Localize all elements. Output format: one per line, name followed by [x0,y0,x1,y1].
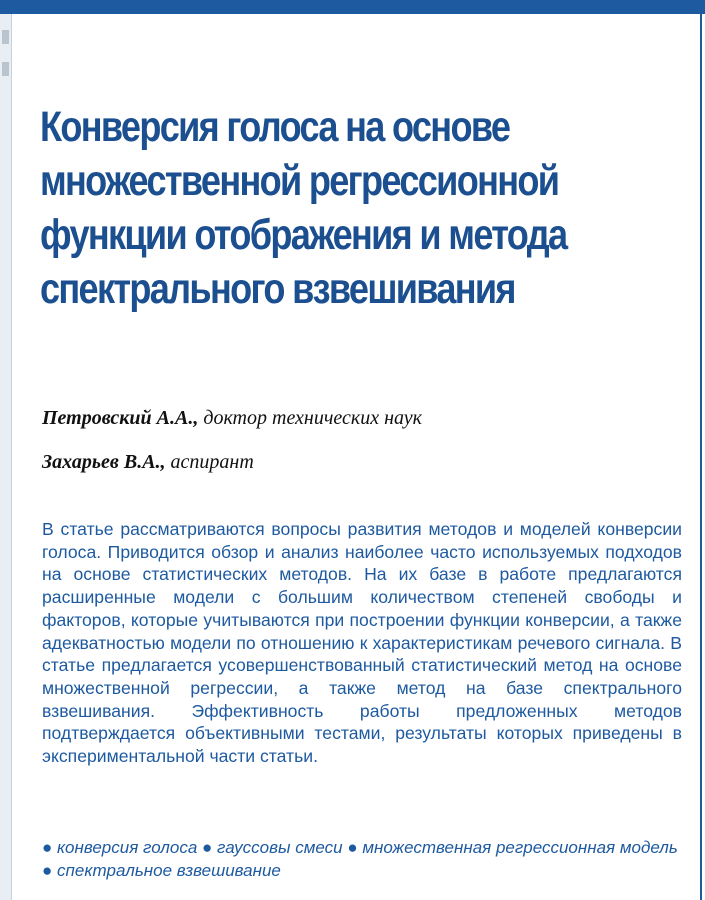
keyword: гауссовы смеси [217,838,343,857]
keyword: спектральное взвешивание [57,861,281,880]
author-name: Петровский А.А., [42,407,199,429]
top-accent-bar [0,0,705,14]
left-strip-marker [2,30,9,44]
keyword-bullet-icon: ● [42,861,53,880]
authors-block [42,396,682,484]
article-title [40,100,678,316]
article-title-line: множественной регрессионной [40,157,559,205]
abstract-text: В статье рассматриваются вопросы развития методов и моделей конверсии голоса. Приводится обзор и анализ наиболее часто используемых подходов на основе статистических методов. На их базе в работе предлагаются расширенные модели с большим количеством степеней свободы и факторов, которые учитываются при построении функции конверсии, а также адекватностью модели по отношению к характеристикам речевого сигнала. В статье предлагается усовершенствованный статистический метод на основе множественной регрессии, а также метод на базе спектрального взвешивания. Эффективность работы предложенных методов подтверждается объективными тестами, результаты которых приведены в экспериментальной части статьи. [42,519,682,767]
article-title-line: спектрального взвешивания [40,265,515,313]
article-title-line: функции отображения и метода [40,211,567,259]
keywords-list [42,836,687,882]
left-viewer-strip [0,14,12,900]
keyword: множественная регрессионная модель [362,838,678,857]
keyword: конверсия голоса [57,838,198,857]
author-line [42,396,682,440]
keyword-bullet-icon: ● [347,838,358,857]
author-role: доктор технических наук [203,407,423,429]
author-name: Захарьев В.А., [42,451,166,473]
keyword-bullet-icon: ● [202,838,213,857]
left-strip-marker [2,62,9,76]
article-title-line: Конверсия голоса на основе [40,103,510,151]
author-role: аспирант [170,451,254,473]
author-line [42,440,682,484]
right-page-border [700,14,702,900]
keyword-bullet-icon: ● [42,838,53,857]
